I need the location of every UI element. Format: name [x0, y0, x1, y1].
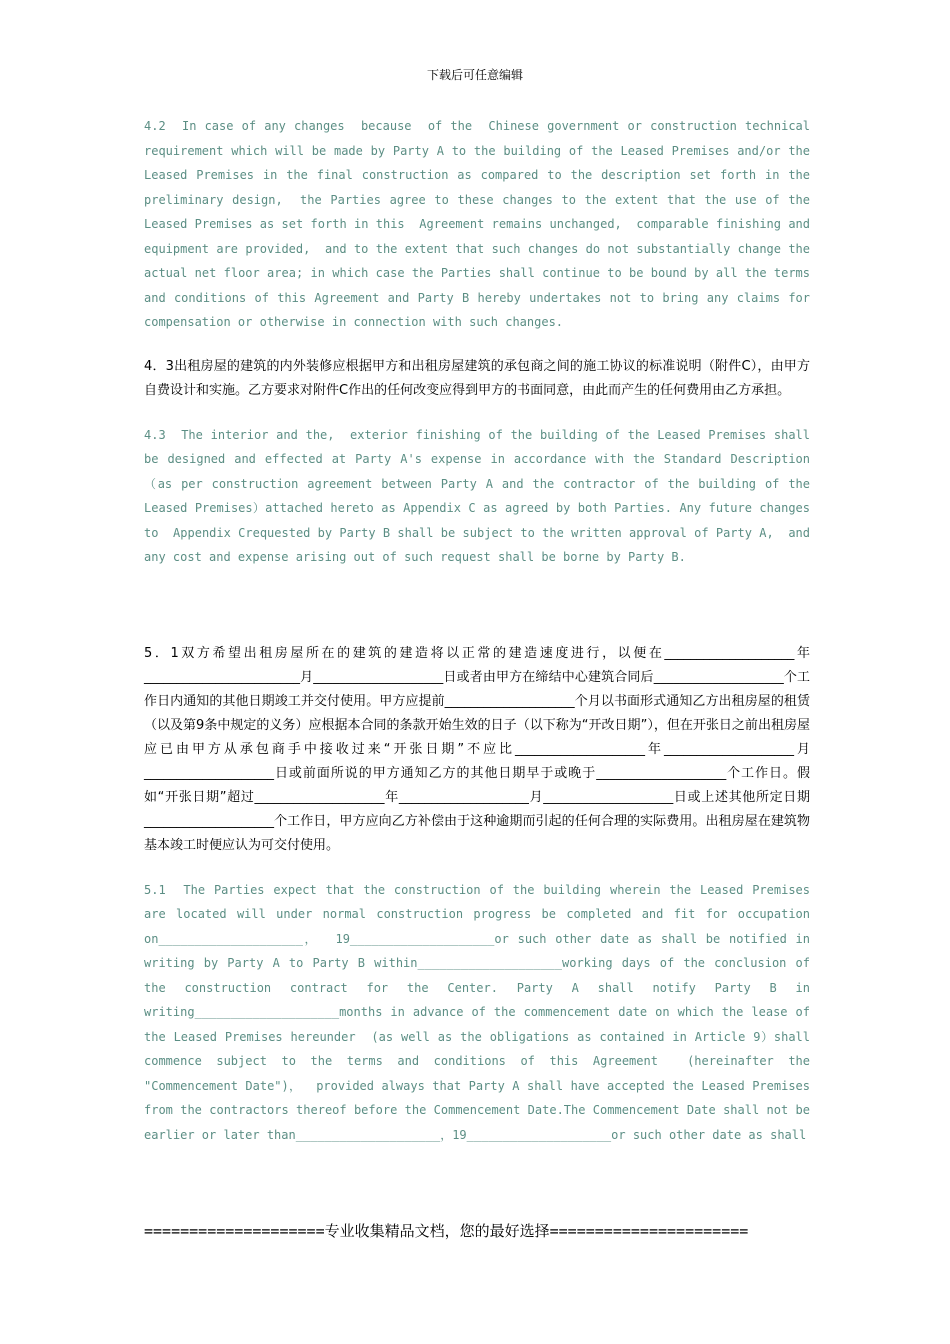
clause-4-3-english: 4.3 The interior and the, exterior finishing of the building of the Leased Premises shall be designed and effected at Party A's expense in accordance with the Standard Description （as per construction agreement between Party A and the contractor of the building of the Leased Premises）attached hereto as Appendix C as agreed by both Parties. Any future changes to Appendix Crequested by Party B shall be subject to the written approval of Party A, and any cost and expense arising out of such request shall be borne by Party B.	[144, 427, 818, 564]
page-header-note: 下载后可任意编辑	[426, 68, 523, 82]
clause-5-1-english: 5.1 The Parties expect that the construction of the building wherein the Leased Premises are located will under normal construction progress be completed and fit for occupation on____________________， 19____________________or such other date as shall be notified in writing by Party A to Party B within____________________working days of the conclusion of the construction contract for the Center. Party A shall notify Party B in writing____________________months in advance of the commencement date on which the lease of the Leased Premises hereunder (as well as the obligations as contained in Article 9）shall commence subject to the terms and conditions of this Agreement (hereinafter the "Commencement Date")， provided always that Party A shall have accepted the Leased Premises from the contractors thereof before the Commencement Date.The Commencement Date shall not be earlier or later than____________________，19____________________or such other date as shall	[144, 882, 818, 1142]
clause-4-2-english: 4.2 In case of any changes because of the Chinese government or construction technical requirement which will be made by Party A to the building of the Leased Premises and/or the Leased Premises in the final construction as compared to the description set forth in the preliminary design, the Parties agree to these changes to the extent that the use of the Leased Premises as set forth in this Agreement remains unchanged, comparable finishing and equipment are provided, and to the extent that such changes do not substantially change the actual net floor area; in which case the Parties shall continue to be bound by all the terms and conditions of this Agreement and Party B hereby undertakes not to bring any claims for compensation or otherwise in connection with such changes.	[144, 119, 818, 329]
section-spacer	[144, 590, 810, 642]
document-body	[144, 114, 818, 1167]
page-footer-banner: ====================专业收集精品文档，您的最好选择======================	[144, 1222, 749, 1240]
clause-4-3-chinese: 4．3出租房屋的建筑的内外装修应根据甲方和出租房屋建筑的承包商之间的施工协议的标准说明（附件C），由甲方自费设计和实施。乙方要求对附件C作出的任何改变应得到甲方的书面同意，由此而产生的任何费用由乙方承担。	[144, 358, 810, 398]
clause-5-1-chinese: 5．1双方希望出租房屋所在的建筑的建造将以正常的建造速度进行，以便在____________________年________________________月____________________日或者由甲方在缔结中心建筑合同后____________________个工作日内通知的其他日期竣工并交付使用。甲方应提前____________________个月以书面形式通知乙方出租房屋的租赁（以及第9条中规定的义务）应根据本合同的条款开始生效的日子（以下称为“开改日期”），但在开张日之前出租房屋应已由甲方从承包商手中接收过来“开张日期”不应比____________________年____________________月____________________日或前面所说的甲方通知乙方的其他日期早于或晚于____________________个工作日。假如“开张日期”超过____________________年____________________月____________________日或上述其他所定日期____________________个工作日，甲方应向乙方补偿由于这种逾期而引起的任何合理的实际费用。出租房屋在建筑物基本竣工时便应认为可交付使用。	[144, 645, 810, 853]
